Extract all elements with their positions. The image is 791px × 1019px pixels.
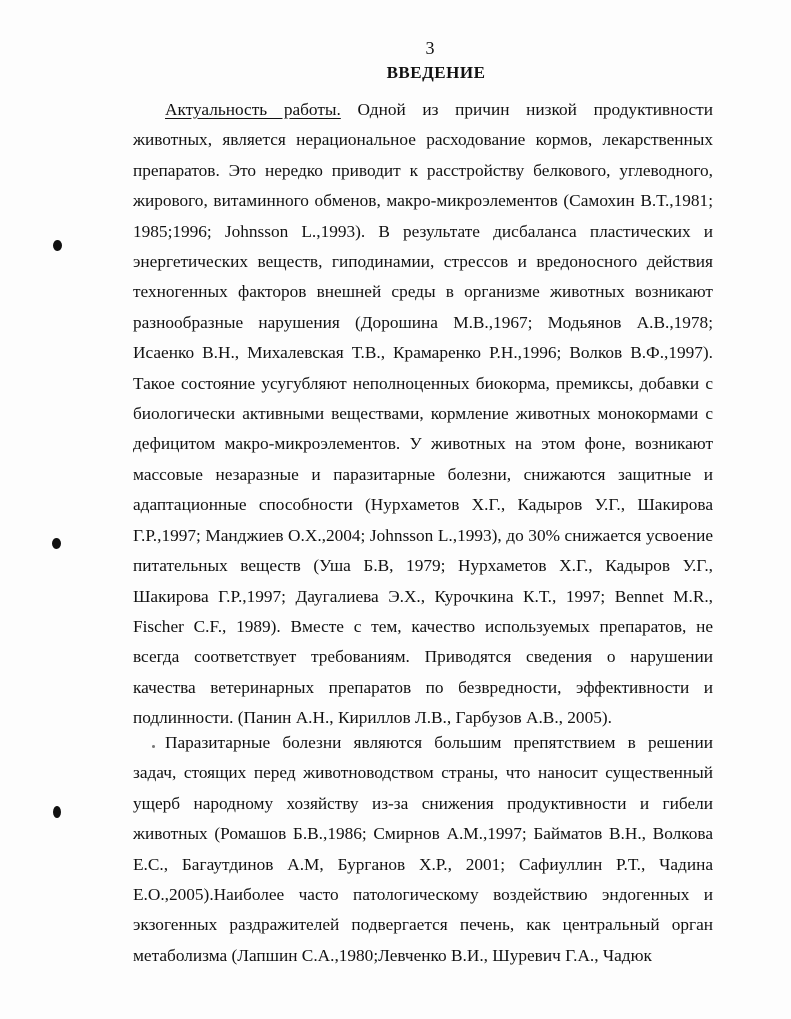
section-lead-label: Актуальность работы. (165, 100, 341, 119)
paragraph-relevance (133, 95, 713, 734)
page-title: ВВЕДЕНИЕ (386, 63, 486, 82)
paragraph-parasitic-diseases-text: Паразитарные болезни являются большим препятствием в решении задач, стоящих перед животноводством страны, что наносит существенный ущерб народному хозяйству из-за снижения продуктивности и гибели животных (Ромашов Б.В.,1986; Смирнов А.М.,1997; Байматов В.Н., Волкова Е.С., Багаутдинов А.М, Бурганов Х.Р., 2001; Сафиуллин Р.Т., Чадина Е.О.,2005).Наиболее часто патологическому воздействию эндогенных и экзогенных раздражителей подвергается печень, как центральный орган метаболизма (Лапшин С.А.,1980;Левченко В.И., Шуревич Г.А., Чадюк (133, 733, 713, 965)
paragraph-relevance-text: Одной из причин низкой продуктивности животных, является нерациональное расходование кормов, лекарственных препаратов. Это нередко приводит к расстройству белкового, углеводного, жирового, витаминного обменов, макро-микроэлементов (Самохин В.Т.,1981; 1985;1996; Johnsson L.,1993). В результате дисбаланса пластических и энергетических веществ, гиподинамии, стрессов и вредоносного действия техногенных факторов внешней среды в организме животных возникают разнообразные нарушения (Дорошина М.В.,1967; Модьянов А.В.,1978; Исаенко В.Н., Михалевская Т.В., Крамаренко Р.Н.,1996; Волков В.Ф.,1997). Такое состояние усугубляют неполноценных биокорма, премиксы, добавки с биологически активными веществами, кормление животных монокормами с дефицитом макро-микроэлементов. У животных на этом фоне, возникают массовые незаразные и паразитарные болезни, снижаются защитные и адаптационные способности (Нурхаметов Х.Г., Кадыров У.Г., Шакирова Г.Р.,1997; Манджиев О.Х.,2004; Johnsson L.,1993), до 30% снижается усвоение питательных веществ (Уша Б.В, 1979; Нурхаметов Х.Г., Кадыров У.Г., Шакирова Г.Р.,1997; Даугалиева Э.Х., Курочкина К.Т., 1997; Bennet M.R., Fischer C.F., 1989). Вместе с тем, качество используемых препаратов, не всегда соответствует требованиям. Приводятся сведения о нарушении качества ветеринарных препаратов по безвредности, эффективности и подлинности. (Панин А.Н., Кириллов Л.В., Гарбузов А.В., 2005). (133, 100, 713, 728)
binder-hole-mark (53, 240, 62, 251)
page-number: 3 (425, 38, 435, 58)
binder-hole-mark (52, 538, 61, 549)
binder-hole-mark (53, 806, 61, 818)
paragraph-parasitic-diseases (133, 728, 713, 971)
scan-speck (152, 745, 155, 748)
